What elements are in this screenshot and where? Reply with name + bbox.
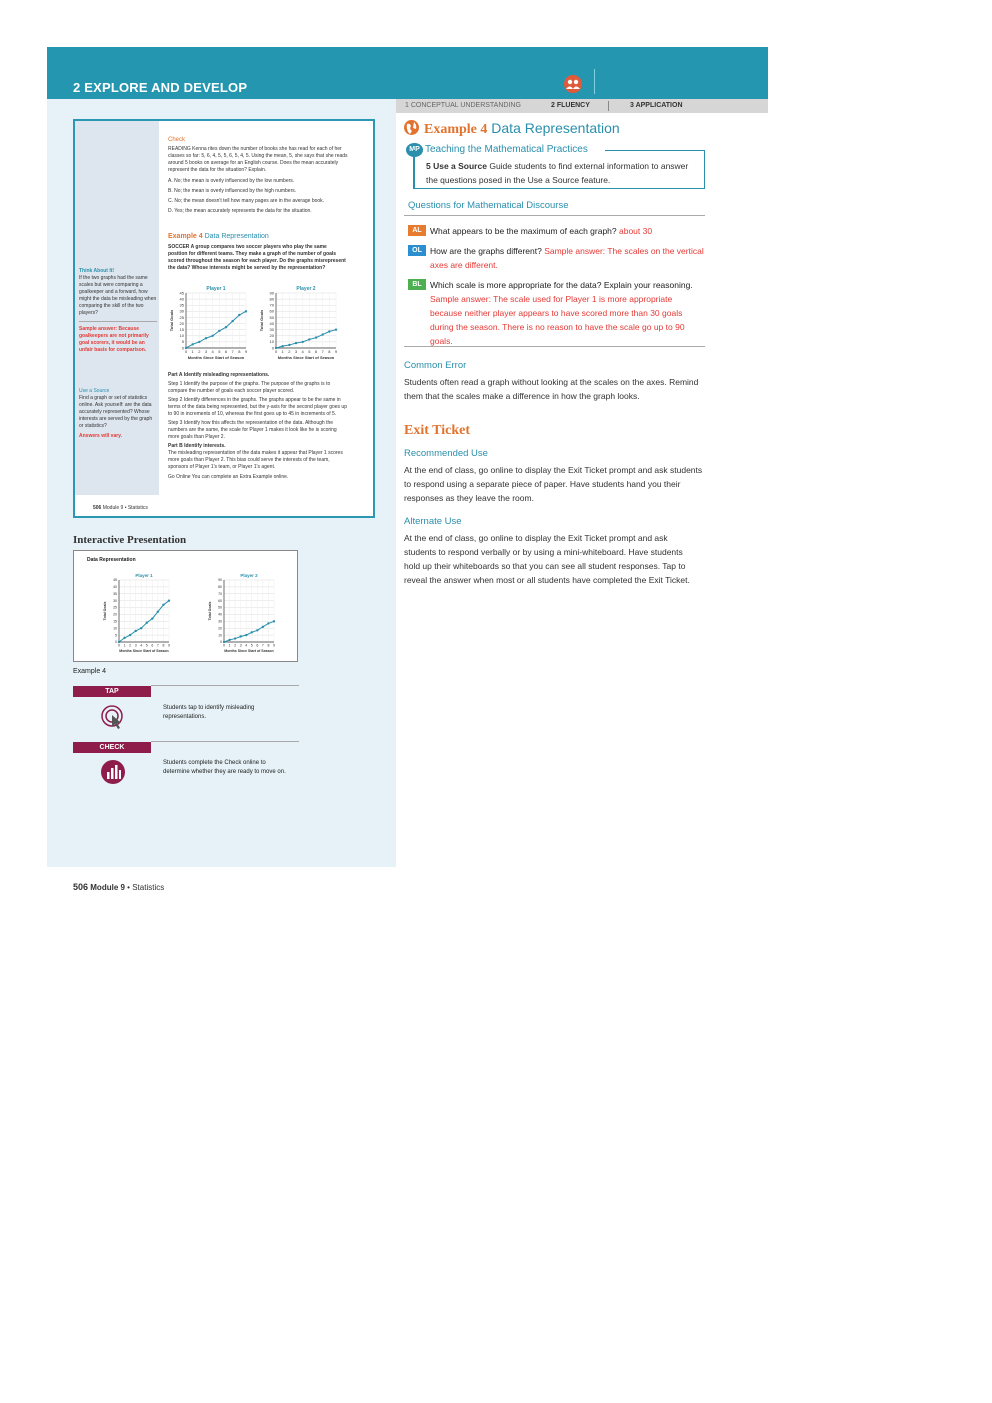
data-point — [198, 341, 200, 343]
think-title: Think About It! — [79, 268, 115, 274]
student-footer-num: 506 — [93, 505, 102, 511]
level-3: 3 APPLICATION — [630, 102, 683, 109]
y-tick-label: 90 — [269, 290, 274, 296]
data-point — [234, 637, 236, 639]
data-point — [308, 338, 310, 340]
y-tick-label: 10 — [113, 626, 117, 631]
mp-title: Teaching the Mathematical Practices — [425, 144, 588, 155]
divider — [79, 321, 157, 322]
think-text: If the two graphs had the same scales but were comparing a goalkeeper and a forward, how might the data be misleading when comparing the skill of the two players? — [79, 275, 157, 316]
y-tick-label: 10 — [179, 333, 184, 339]
question: What appears to be the maximum of each graph? — [430, 226, 619, 236]
qmd-title: Questions for Mathematical Discourse — [408, 200, 569, 211]
data-point — [267, 622, 269, 624]
data-point — [273, 620, 275, 622]
questions-list — [408, 224, 704, 354]
slide-charts — [74, 565, 299, 661]
mp-text: Guide students to find external information to answer the questions posed in the Use a Source feature. — [426, 161, 689, 185]
divider — [404, 346, 705, 347]
answer: Sample answer: The scale used for Player 1 is more appropriate because neither player appears to have scored more than 30 goals during the season. There is no reason to have the scale go up to 90 goals. — [430, 294, 685, 346]
check-badge: CHECK — [73, 742, 151, 753]
y-axis-label: Total Goals — [169, 309, 174, 332]
data-point — [288, 344, 290, 346]
x-tick-label: 5 — [218, 349, 221, 354]
x-tick-label: 2 — [234, 643, 237, 648]
example-heading — [424, 120, 620, 138]
y-tick-label: 60 — [269, 308, 274, 314]
y-tick-label: 10 — [218, 633, 222, 638]
discourse-question — [408, 244, 704, 272]
mp-frame-top — [605, 150, 705, 151]
data-point — [146, 622, 148, 624]
data-point — [225, 326, 227, 328]
slide-title: Data Representation — [87, 557, 136, 563]
y-axis-label: Total Goals — [208, 601, 212, 621]
y-axis-label: Total Goals — [103, 601, 107, 621]
data-point — [157, 610, 159, 612]
divider — [404, 215, 705, 216]
tap-icon — [100, 704, 126, 730]
level-badge: BL — [408, 279, 426, 290]
question-text — [430, 244, 704, 272]
data-point — [231, 320, 233, 322]
divider — [151, 741, 299, 742]
interactive-title: Interactive Presentation — [73, 534, 187, 546]
level-1: 1 CONCEPTUAL UNDERSTANDING — [405, 102, 521, 109]
question-text — [430, 224, 652, 238]
y-tick-label: 20 — [218, 626, 222, 631]
question: How are the graphs different? — [430, 246, 545, 256]
answer: Sample answer: The scales on the vertical axes are different. — [430, 246, 704, 270]
y-tick-label: 20 — [113, 612, 117, 617]
level-divider — [608, 101, 609, 111]
common-error-title: Common Error — [404, 360, 467, 371]
part-b: Part B Identify interests. — [168, 443, 226, 449]
slide-player1-chart — [103, 573, 170, 653]
x-tick-label: 2 — [288, 349, 291, 354]
y-tick-label: 0 — [181, 345, 184, 351]
chart-title: Player 2 — [240, 573, 258, 578]
source-title: Use a Source — [79, 388, 110, 394]
data-point — [228, 639, 230, 641]
x-tick-label: 5 — [145, 643, 148, 648]
globe-icon — [403, 119, 420, 136]
example-prompt: SOCCER A group compares two soccer players who play the same position for different teams. They make a graph of the number of goals scored throughout the season for each player. Do the graphs misrepresent the data? Whose interests might be served by the representation? — [168, 244, 346, 271]
y-tick-label: 35 — [179, 302, 184, 308]
x-tick-label: 4 — [140, 643, 143, 648]
mp-body — [426, 159, 696, 187]
x-tick-label: 3 — [134, 643, 137, 648]
series-line — [224, 621, 274, 642]
data-point — [245, 634, 247, 636]
data-point — [123, 637, 125, 639]
data-point — [251, 631, 253, 633]
level-badge: OL — [408, 245, 426, 256]
check-text: READING Kenna rites down the number of books she has read for each of her classes so far: 5, 6, 4, 5, 5, 6, 5, 4, 5. Using the mean, 5, she says that she reads around 5 books on average for an English course. Does the mean accurately represent the data for the situation? Explain. — [168, 146, 348, 173]
x-tick-label: 7 — [321, 349, 324, 354]
data-point — [134, 630, 136, 632]
x-tick-label: 0 — [274, 349, 278, 354]
x-tick-label: 1 — [191, 349, 194, 354]
x-tick-label: 4 — [245, 643, 248, 648]
data-point — [185, 347, 187, 349]
x-tick-label: 6 — [224, 349, 228, 354]
source-answer: Answers will vary. — [79, 433, 122, 439]
data-point — [118, 641, 120, 643]
y-tick-label: 20 — [269, 333, 274, 339]
series-line — [276, 330, 336, 348]
y-tick-label: 30 — [113, 598, 117, 603]
x-tick-label: 8 — [238, 349, 241, 354]
x-tick-label: 4 — [211, 349, 214, 354]
data-point — [162, 604, 164, 606]
x-tick-label: 6 — [256, 643, 259, 648]
data-point — [211, 335, 213, 337]
header-divider — [594, 69, 595, 94]
x-tick-label: 0 — [118, 643, 120, 648]
x-axis-label: Months Since Start of Season — [187, 355, 245, 360]
mp-badge: MP — [406, 143, 423, 157]
data-point — [151, 617, 153, 619]
x-tick-label: 9 — [244, 349, 248, 354]
player2-chart — [259, 286, 338, 360]
recommended-use-title: Recommended Use — [404, 448, 488, 459]
data-point — [129, 634, 131, 636]
x-tick-label: 9 — [334, 349, 338, 354]
step-2: Step 2 Identify differences in the graphs. The graphs appear to be the same in terms of the data being represented, but the y-axis for the second player goes up to 90 in increments of 10, whereas the first goes up to 45 in increments of 5. — [168, 397, 347, 417]
answer: about 30 — [619, 226, 653, 236]
y-tick-label: 30 — [218, 619, 222, 624]
y-tick-label: 50 — [269, 314, 274, 320]
y-tick-label: 10 — [269, 339, 274, 345]
tap-badge: TAP — [73, 686, 151, 697]
x-tick-label: 7 — [261, 643, 264, 648]
x-tick-label: 5 — [308, 349, 311, 354]
slide-thumbnail[interactable] — [73, 550, 298, 662]
data-point — [315, 336, 317, 338]
check-option-b[interactable]: B. No; the mean is overly influenced by the high numbers. — [168, 188, 297, 194]
data-point — [301, 341, 303, 343]
player1-chart — [169, 286, 248, 360]
y-tick-label: 60 — [218, 598, 222, 603]
data-point — [321, 333, 323, 335]
x-tick-label: 7 — [156, 643, 159, 648]
y-tick-label: 40 — [179, 296, 184, 302]
go-online-link[interactable]: Go Online You can complete an Extra Example online. — [168, 474, 289, 480]
data-point — [328, 330, 330, 332]
example-label: Example 4 — [424, 122, 488, 137]
y-tick-label: 20 — [179, 320, 184, 326]
data-point — [275, 347, 277, 349]
alternate-use-title: Alternate Use — [404, 516, 462, 527]
x-tick-label: 3 — [294, 349, 298, 354]
x-tick-label: 3 — [239, 643, 242, 648]
data-point — [281, 345, 283, 347]
footer-module: Module 9 — [90, 883, 125, 892]
part-a: Part A Identify misleading representations. — [168, 372, 270, 378]
y-tick-label: 5 — [115, 633, 117, 638]
tap-text: Students tap to identify misleading representations. — [163, 705, 255, 720]
x-tick-label: 2 — [129, 643, 132, 648]
x-tick-label: 0 — [184, 349, 188, 354]
y-tick-label: 15 — [179, 327, 184, 332]
x-tick-label: 1 — [228, 643, 231, 648]
student-example-label: Example 4 — [168, 233, 203, 240]
step-3: Step 3 Identify how this affects the representation of the data. Although the numbers are the same, the scale for Player 1 makes it look like he is scoring more goals than Player 2. — [168, 420, 337, 440]
data-point — [245, 310, 247, 312]
x-tick-label: 8 — [162, 643, 165, 648]
divider — [151, 685, 299, 686]
y-tick-label: 0 — [271, 345, 274, 351]
x-tick-label: 8 — [267, 643, 270, 648]
question-text — [430, 278, 704, 348]
data-point — [295, 342, 297, 344]
source-text: Find a graph or set of statistics online. Ask yourself: are the data accurately represented? Whose interests are served by the graph or statistics? — [79, 395, 153, 429]
think-answer: Sample answer: Because goalkeepers are not primarily goal scorers, it would be an unfair basis for comparison. — [79, 326, 149, 353]
slide-player2-chart — [208, 573, 275, 653]
discourse-question — [408, 224, 704, 238]
chart-title: Player 1 — [135, 573, 153, 578]
y-tick-label: 45 — [113, 578, 117, 583]
y-tick-label: 70 — [269, 302, 274, 308]
x-tick-label: 9 — [168, 643, 170, 648]
data-point — [140, 627, 142, 629]
y-tick-label: 40 — [269, 320, 274, 326]
level-badge: AL — [408, 225, 426, 236]
y-tick-label: 80 — [218, 585, 222, 590]
footer-section: Statistics — [132, 883, 165, 892]
common-error-text: Students often read a graph without looking at the scales on the axes. Remind them that the scales make a difference in how the graph looks. — [404, 377, 699, 401]
data-point — [205, 337, 207, 339]
data-point — [168, 599, 170, 601]
data-point — [218, 330, 220, 332]
student-example-heading — [168, 233, 269, 240]
x-tick-label: 2 — [198, 349, 201, 354]
check-label: Check — [168, 137, 186, 143]
x-tick-label: 7 — [231, 349, 234, 354]
slide-caption: Example 4 — [73, 668, 107, 675]
x-tick-label: 6 — [314, 349, 318, 354]
y-tick-label: 30 — [269, 327, 274, 332]
x-tick-label: 9 — [273, 643, 275, 648]
data-point — [238, 314, 240, 316]
data-point — [223, 641, 225, 643]
student-charts — [168, 283, 348, 373]
y-tick-label: 25 — [113, 605, 117, 610]
y-tick-label: 40 — [218, 612, 222, 617]
x-tick-label: 3 — [204, 349, 208, 354]
chart-title: Player 2 — [296, 286, 316, 292]
x-axis-label: Months Since Start of Season — [277, 355, 335, 360]
check-option-d[interactable]: D. Yes; the mean accurately represents the data for the situation. — [168, 208, 312, 214]
check-text: Students complete the Check online to determine whether they are ready to move on. — [163, 760, 286, 775]
y-tick-label: 30 — [179, 308, 184, 314]
x-tick-label: 8 — [328, 349, 331, 354]
check-option-a[interactable]: A. No; the mean is overly influenced by the low numbers. — [168, 178, 295, 184]
collaboration-icon — [563, 74, 583, 94]
x-tick-label: 0 — [223, 643, 225, 648]
y-tick-label: 50 — [218, 605, 222, 610]
discourse-question — [408, 278, 704, 348]
check-chart-icon — [100, 759, 126, 785]
section-title: 2 EXPLORE AND DEVELOP — [73, 80, 248, 95]
step-1: Step 1 Identify the purpose of the graphs. The purpose of the graphs is to compare the number of goals each soccer player scored. — [168, 381, 331, 394]
y-tick-label: 40 — [113, 585, 117, 590]
question: Which scale is more appropriate for the data? Explain your reasoning. — [430, 280, 693, 290]
y-tick-label: 35 — [113, 591, 117, 596]
part-b-text: The misleading representation of the data makes it appear that Player 1 scores more goals than Player 2. This bias could serve the interests of the team, sponsors of Player 1's team, or Player 1's agent. — [168, 450, 343, 470]
y-tick-label: 15 — [113, 619, 117, 624]
x-tick-label: 1 — [123, 643, 126, 648]
y-tick-label: 0 — [220, 640, 222, 645]
y-axis-label: Total Goals — [259, 309, 264, 332]
y-tick-label: 0 — [115, 640, 117, 645]
exit-ticket-title: Exit Ticket — [404, 423, 470, 438]
level-2: 2 FLUENCY — [551, 102, 590, 109]
level-bar — [396, 99, 768, 113]
x-tick-label: 6 — [151, 643, 154, 648]
alternate-use-text: At the end of class, go online to display the Exit Ticket prompt and ask students to respond verbally or by using a mini-whiteboard. Have students hold up their whiteboards so that you can see all student responses. Tap to reveal the answer when most or all students have completed the Exit Ticket. — [404, 533, 690, 585]
data-point — [191, 343, 193, 345]
x-tick-label: 1 — [281, 349, 284, 354]
recommended-use-text: At the end of class, go online to display the Exit Ticket prompt and ask students to respond using a separate piece of paper. Have students hand you their responses as they leave the room. — [404, 465, 703, 503]
y-tick-label: 70 — [218, 591, 222, 596]
page-footer: 506 Module 9 • Statistics — [73, 882, 165, 892]
mp-bold: 5 Use a Source — [426, 161, 487, 171]
data-point — [239, 635, 241, 637]
page-number: 506 — [73, 882, 89, 892]
chart-title: Player 1 — [206, 286, 226, 292]
x-tick-label: 4 — [301, 349, 304, 354]
student-footer-text: Module 9 • Statistics — [102, 505, 148, 511]
check-option-c[interactable]: C. No; the mean doesn't tell how many pages are in the average book. — [168, 198, 325, 204]
data-point — [256, 629, 258, 631]
y-tick-label: 5 — [181, 339, 184, 345]
x-axis-label: Months Since Start of Season — [119, 649, 169, 653]
student-example-title: Data Representation — [204, 233, 269, 240]
x-tick-label: 5 — [250, 643, 253, 648]
example-title: Data Representation — [491, 120, 620, 136]
x-axis-label: Months Since Start of Season — [224, 649, 274, 653]
y-tick-label: 45 — [179, 290, 184, 296]
y-tick-label: 25 — [179, 314, 184, 320]
data-point — [335, 328, 337, 330]
y-tick-label: 80 — [269, 296, 274, 302]
y-tick-label: 90 — [218, 578, 222, 583]
data-point — [262, 626, 264, 628]
